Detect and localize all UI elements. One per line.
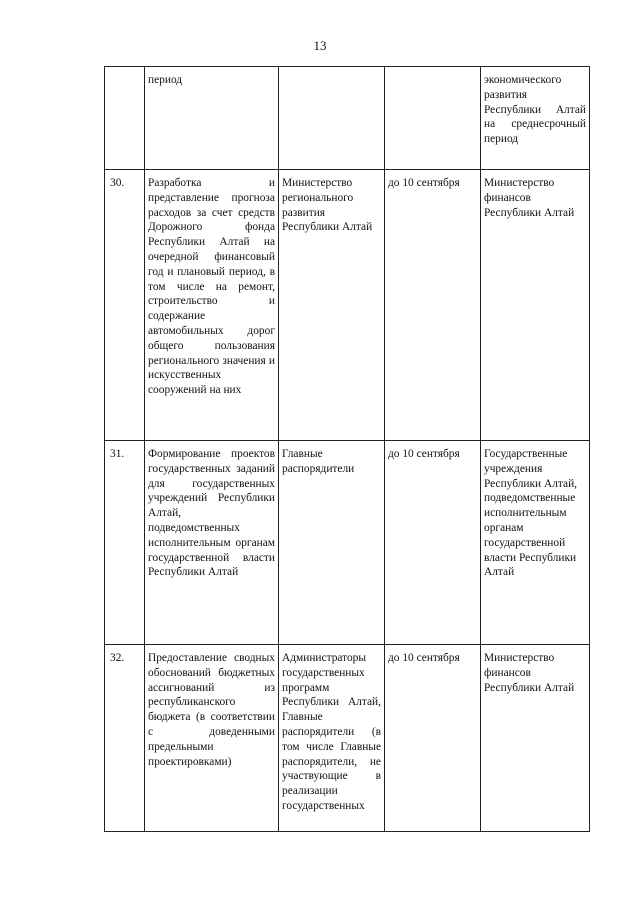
row-number-cell: 31. xyxy=(105,441,145,645)
task-text: Формирование проектов государственных заданий для государственных учреждений Республики Алтай, подведомственных исполнительным органам государственной власти Республики Алтай xyxy=(148,448,275,579)
page-number: 13 xyxy=(313,38,327,53)
deadline-cell xyxy=(385,441,481,645)
recipient-text: Государственные учреждения Республики Алтай, подведомственные исполнительным органам государственной власти Республики Алтай xyxy=(484,448,578,579)
deadline-text: до 10 сентября xyxy=(388,652,460,664)
recipient-cell xyxy=(481,67,590,170)
recipient-cell xyxy=(481,441,590,645)
deadline-text: до 10 сентября xyxy=(388,177,460,189)
recipient-cell xyxy=(481,645,590,832)
recipient-text: Министерство финансов Республики Алтай xyxy=(484,652,575,694)
executor-text: Главные распорядители xyxy=(282,448,355,475)
task-text: период xyxy=(148,74,183,86)
schedule-table xyxy=(104,66,590,832)
deadline-cell xyxy=(385,645,481,832)
deadline-cell xyxy=(385,170,481,441)
deadline-text: до 10 сентября xyxy=(388,448,460,460)
row-number-cell: 32. xyxy=(105,645,145,832)
task-cell xyxy=(145,645,279,832)
executor-cell xyxy=(279,170,385,441)
task-text: Предоставление сводных обоснований бюджетных ассигнований из республиканского бюджета (в соответствии с доведенными предельными проектировками) xyxy=(148,652,275,768)
table-row xyxy=(105,170,590,441)
row-number-cell: 30. xyxy=(105,170,145,441)
recipient-text: экономического развития Республики Алтай на среднесрочный период xyxy=(484,74,586,146)
executor-cell xyxy=(279,67,385,170)
task-cell xyxy=(145,441,279,645)
executor-text: Администраторы государственных программ Республики Алтай, Главные распорядители (в том числе Главные распорядители, не участвующие в реализации государственных xyxy=(282,652,381,812)
table-row xyxy=(105,67,590,170)
executor-cell xyxy=(279,645,385,832)
row-number-cell xyxy=(105,67,145,170)
recipient-text: Министерство финансов Республики Алтай xyxy=(484,177,575,219)
task-cell xyxy=(145,67,279,170)
executor-text: Министерство регионального развития Республики Алтай xyxy=(282,177,373,234)
table-row xyxy=(105,441,590,645)
task-text: Разработка и представление прогноза расходов за счет средств Дорожного фонда Республики Алтай на очередной финансовый год и плановый период, в том числе на ремонт, строительство и содержание автомобильных дорог общего пользования регионального значения и искусственных сооружений на них xyxy=(148,177,275,397)
deadline-cell xyxy=(385,67,481,170)
task-cell xyxy=(145,170,279,441)
executor-cell xyxy=(279,441,385,645)
recipient-cell xyxy=(481,170,590,441)
table-row xyxy=(105,645,590,832)
